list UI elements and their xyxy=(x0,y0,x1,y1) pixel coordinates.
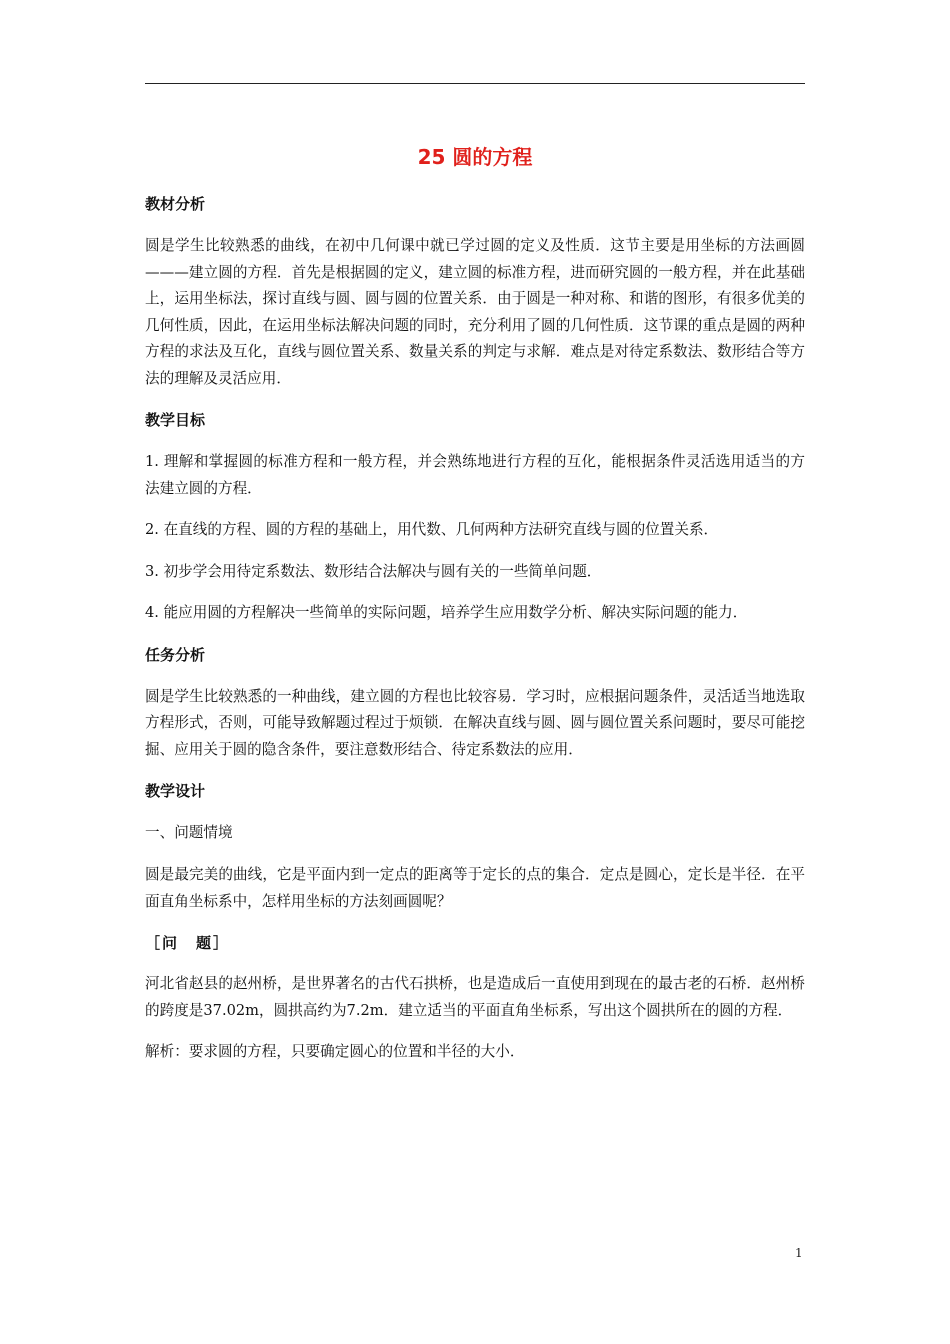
section-heading-task-analysis: 任务分析 xyxy=(145,645,206,664)
section-heading-teaching-design: 教学设计 xyxy=(145,782,206,800)
page-number: 1 xyxy=(795,1246,803,1260)
problem-label: ［问 题］ xyxy=(145,934,231,952)
material-analysis-paragraph: 圆是学生比较熟悉的曲线，在初中几何课中就已学过圆的定义及性质．这节主要是用坐标的方法画圆———建立圆的方程．首先是根据圆的定义，建立圆的标准方程，进而研究圆的一般方程，并在此基础上，运用坐标法，探讨直线与圆、圆与圆的位置关系．由于圆是一种对称、和谐的图形，有很多优美的几何性质，因此，在运用坐标法解决问题的同时，充分利用了圆的几何性质．这节课的重点是圆的两种方程的求法及互化，直线与圆位置关系、数量关系的判定与求解．难点是对待定系数法、数形结合等方法的理解及灵活应用． xyxy=(145,237,805,387)
goal-item-4: 4. 能应用圆的方程解决一些简单的实际问题，培养学生应用数学分析、解决实际问题的能力． xyxy=(145,604,748,621)
problem-text: 河北省赵县的赵州桥，是世界著名的古代石拱桥，也是造成后一直使用到现在的最古老的石桥．赵州桥的跨度是37.02m，圆拱高约为7.2m．建立适当的平面直角坐标系，写出这个圆拱所在的圆的方程． xyxy=(145,975,805,1019)
goal-item-3: 3. 初步学会用待定系数法、数形结合法解决与圆有关的一些简单问题． xyxy=(145,562,602,580)
goal-item-2: 2. 在直线的方程、圆的方程的基础上，用代数、几何两种方法研究直线与圆的位置关系． xyxy=(145,521,719,538)
header-rule xyxy=(145,83,805,84)
problem-situation-paragraph: 圆是最完美的曲线，它是平面内到一定点的距离等于定长的点的集合．定点是圆心，定长是半径．在平面直角坐标系中，怎样用坐标的方法刻画圆呢？ xyxy=(145,866,805,910)
section-heading-teaching-goals: 教学目标 xyxy=(145,411,206,429)
task-analysis-paragraph: 圆是学生比较熟悉的一种曲线，建立圆的方程也比较容易．学习时，应根据问题条件，灵活适当地选取方程形式，否则，可能导致解题过程过于烦锁．在解决直线与圆、圆与圆位置关系问题时，要尽可能挖掘、应用关于圆的隐含条件，要注意数形结合、待定系数法的应用． xyxy=(145,687,805,758)
document-title: 25 圆的方程 xyxy=(417,145,533,169)
goal-item-1: 1. 理解和掌握圆的标准方程和一般方程，并会熟练地进行方程的互化，能根据条件灵活选用适当的方法建立圆的方程． xyxy=(145,453,805,497)
section-heading-material-analysis: 教材分析 xyxy=(145,195,206,213)
document-body xyxy=(145,138,805,1081)
solution-text: 解析：要求圆的方程，只要确定圆心的位置和半径的大小． xyxy=(145,1043,525,1060)
problem-situation-subheading: 一、问题情境 xyxy=(145,824,233,841)
